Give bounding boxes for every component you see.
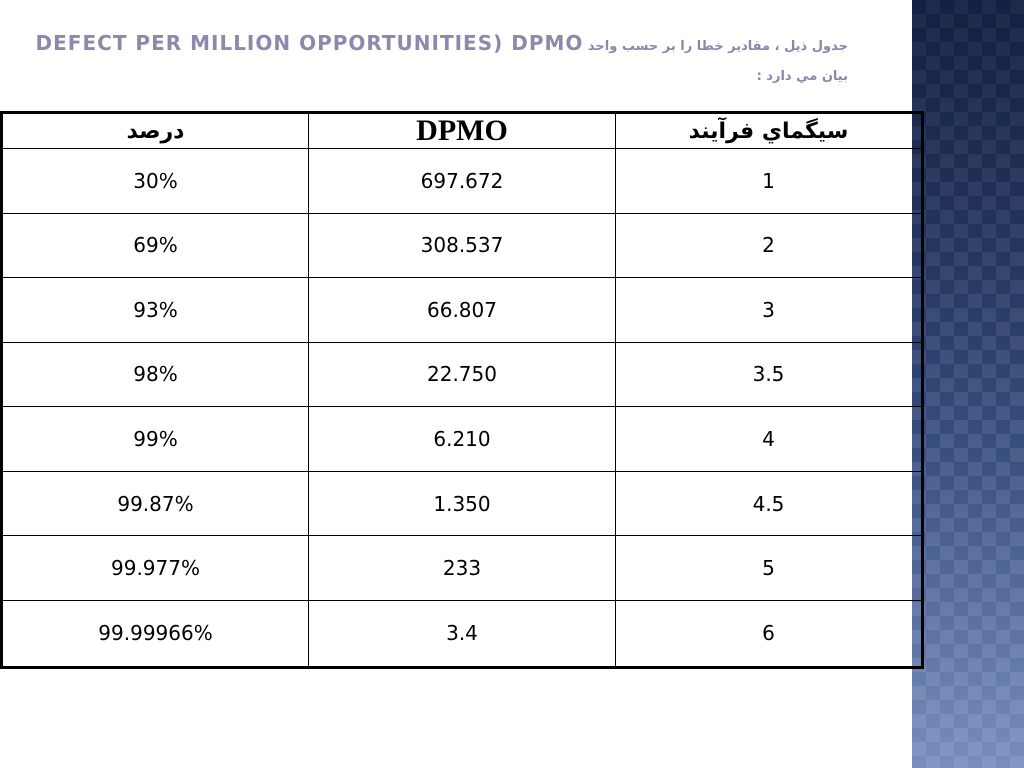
cell-sigma: 5 xyxy=(616,536,923,601)
cell-percent: 99.99966% xyxy=(2,600,309,667)
slide-title xyxy=(30,28,848,92)
table-row xyxy=(2,278,923,343)
cell-dpmo: 6.210 xyxy=(309,407,616,472)
table-row xyxy=(2,600,923,667)
decorative-side-band xyxy=(912,0,1024,768)
cell-dpmo: 697.672 xyxy=(309,149,616,214)
cell-percent: 98% xyxy=(2,342,309,407)
header-dpmo: DPMO xyxy=(309,113,616,149)
cell-dpmo: 22.750 xyxy=(309,342,616,407)
cell-dpmo: 1.350 xyxy=(309,471,616,536)
dpmo-table-container xyxy=(0,111,922,669)
table-row xyxy=(2,342,923,407)
cell-dpmo: 308.537 xyxy=(309,213,616,278)
cell-percent: 69% xyxy=(2,213,309,278)
title-latin-part: DEFECT PER MILLION OPPORTUNITIES) DPMO xyxy=(35,31,584,55)
cell-sigma: 2 xyxy=(616,213,923,278)
header-percent: درصد xyxy=(2,113,309,149)
table-row xyxy=(2,149,923,214)
cell-dpmo: 66.807 xyxy=(309,278,616,343)
cell-sigma: 6 xyxy=(616,600,923,667)
dpmo-table xyxy=(0,111,924,669)
table-header-row xyxy=(2,113,923,149)
cell-sigma: 3.5 xyxy=(616,342,923,407)
table-row xyxy=(2,536,923,601)
cell-percent: 30% xyxy=(2,149,309,214)
cell-percent: 99.977% xyxy=(2,536,309,601)
cell-dpmo: 3.4 xyxy=(309,600,616,667)
header-process-sigma: سيگماي فرآيند xyxy=(616,113,923,149)
table-row xyxy=(2,407,923,472)
cell-percent: 99% xyxy=(2,407,309,472)
cell-sigma: 3 xyxy=(616,278,923,343)
title-persian-lead: جدول ذيل ، مقادير خطا را بر حسب واحد xyxy=(587,39,848,54)
cell-sigma: 1 xyxy=(616,149,923,214)
table-row xyxy=(2,213,923,278)
cell-sigma: 4.5 xyxy=(616,471,923,536)
table-row xyxy=(2,471,923,536)
cell-percent: 99.87% xyxy=(2,471,309,536)
cell-sigma: 4 xyxy=(616,407,923,472)
title-persian-tail: بيان مي دارد : xyxy=(756,69,848,84)
cell-dpmo: 233 xyxy=(309,536,616,601)
cell-percent: 93% xyxy=(2,278,309,343)
